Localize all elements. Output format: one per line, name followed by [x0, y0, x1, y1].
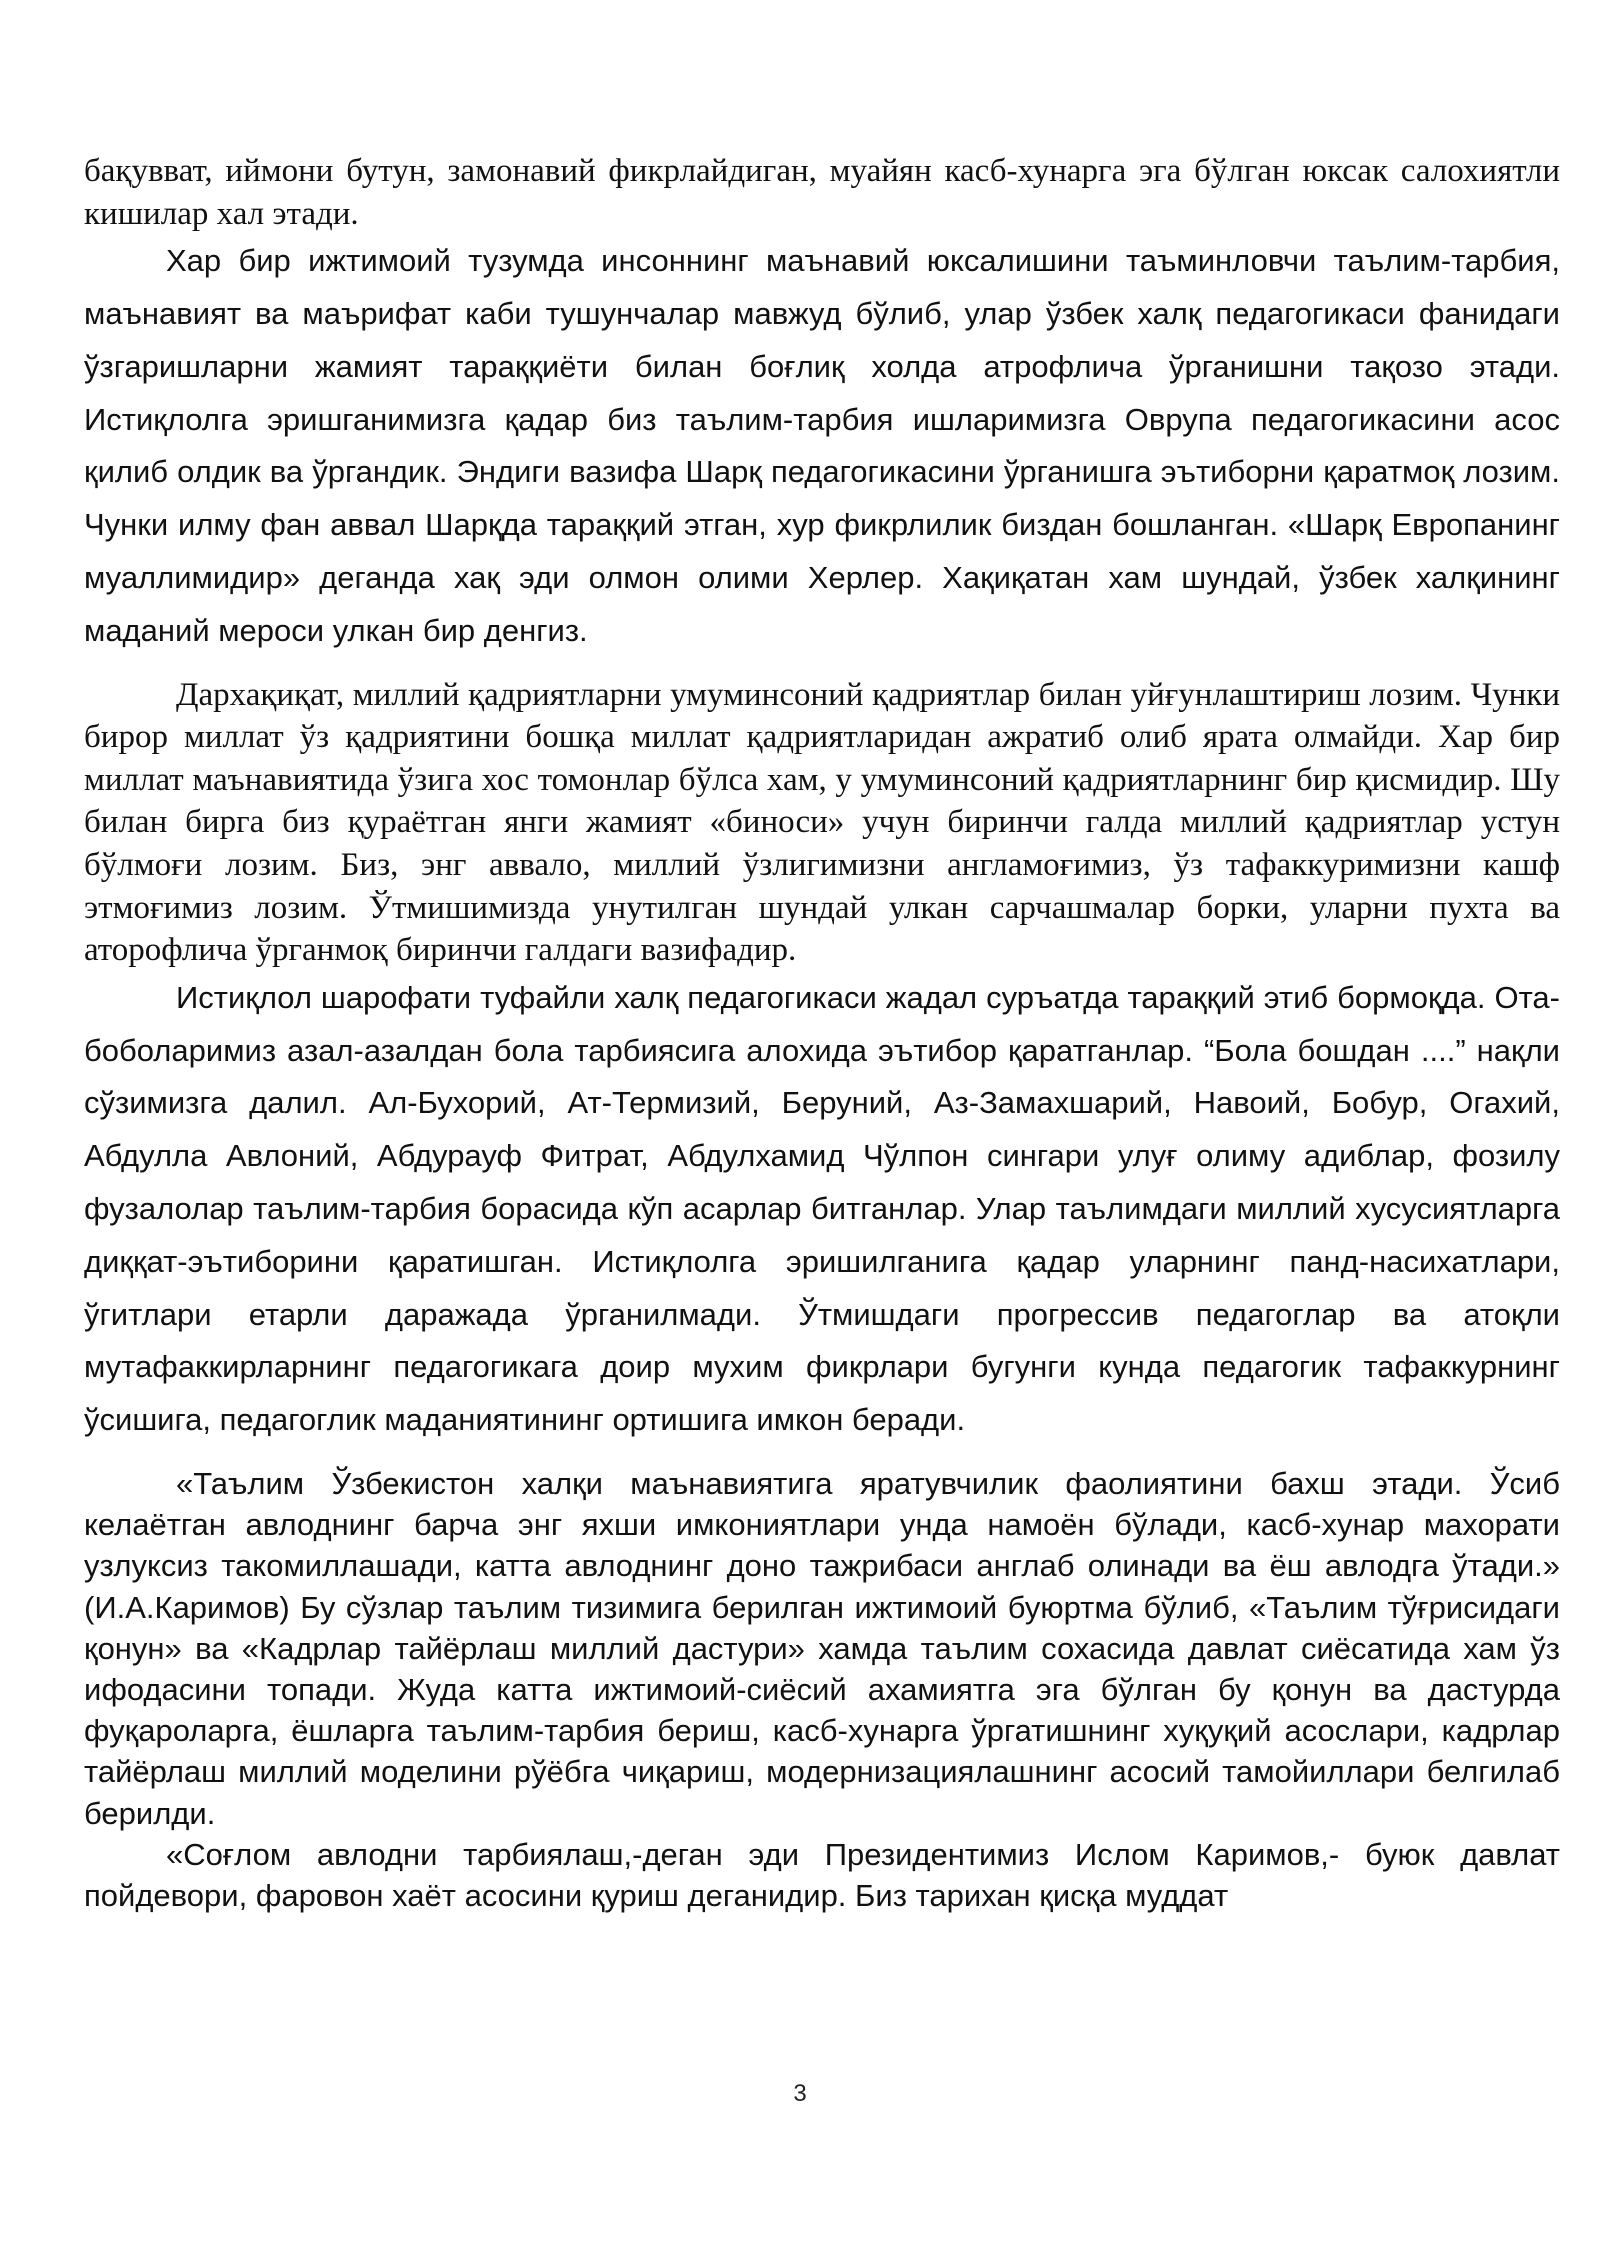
paragraph-5: «Таълим Ўзбекистон халқи маънавиятига яратувчилик фаолиятини бахш этади. Ўсиб келаётган авлоднинг барча энг яхши имкониятлари унда намоён бўлади, касб-хунар махорати узлуксиз такомиллашади, катта авлоднинг доно тажрибаси англаб олинади ва ёш авлодга ўтади.» (И.А.Каримов) Бу сўзлар таълим тизимига берилган ижтимоий буюртма бўлиб, «Таълим тўғрисидаги қонун» ва «Кадрлар тайёрлаш миллий дастури» хамда таълим сохасида давлат сиёсатида хам ўз ифодасини топади. Жуда катта ижтимоий-сиёсий ахамиятга эга бўлган бу қонун ва дастурда фуқароларга, ёшларга таълим-тарбия бериш, касб-хунарга ўргатишнинг хуқуқий асослари, кадрлар тайёрлаш миллий моделини рўёбга чиқариш, модернизациялашнинг асосий тамойиллари белгилаб берилди. [84, 1465, 1560, 1831]
document-page [84, 150, 1560, 1916]
paragraph-6: «Соғлом авлодни тарбиялаш,-деган эди Президентимиз Ислом Каримов,- буюк давлат пойдевори, фаровон хаёт асосини қуриш деганидир. Биз тарихан қисқа муддат [84, 1836, 1560, 1913]
page-number: 3 [793, 2080, 807, 2107]
paragraph-3: Дархақиқат, миллий қадриятларни умуминсоний қадриятлар билан уйғунлаштириш лозим. Чунки бирор миллат ўз қадриятини бошқа миллат қадриятларидан ажратиб олиб ярата олмайди. Хар бир миллат маънавиятида ўзига хос томонлар бўлса хам, у умуминсоний қадриятларнинг бир қисмидир. Шу билан бирга биз қураётган янги жамият «биноси» учун биринчи галда миллий қадриятлар устун бўлмоғи лозим. Биз, энг аввало, миллий ўзлигимизни англамоғимиз, ўз тафаккуримизни кашф этмоғимиз лозим. Ўтмишимизда унутилган шундай улкан сарчашмалар борки, уларни пухта ва аторофлича ўрганмоқ биринчи галдаги вазифадир. [84, 676, 1560, 969]
paragraph-4: Истиқлол шарофати туфайли халқ педагогикаси жадал суръатда тараққий этиб бормоқда. Ота-боболаримиз азал-азалдан бола тарбиясига алохида эътибор қаратганлар. “Бола бошдан ....” нақли сўзимизга далил. Ал-Бухорий, Ат-Термизий, Беруний, Аз-Замахшарий, Навоий, Бобур, Огахий, Абдулла Авлоний, Абдурауф Фитрат, Абдулхамид Чўлпон сингари улуғ олиму адиблар, фозилу фузалолар таълим-тарбия борасида кўп асарлар битганлар. Улар таълимдаги миллий хусусиятларга диққат-эътиборини қаратишган. Истиқлолга эришилганига қадар уларнинг панд-насихатлари, ўгитлари етарли даражада ўрганилмади. Ўтмишдаги прогрессив педагоглар ва атоқли мутафаккирларнинг педагогикага доир мухим фикрлари бугунги кунда педагогик тафаккурнинг ўсишига, педагоглик маданиятининг ортишига имкон беради. [84, 979, 1560, 1438]
paragraph-1: бақувват, иймони бутун, замонавий фикрлайдиган, муайян касб-хунарга эга бўлган юксак салохиятли кишилар хал этади. [84, 153, 1560, 232]
paragraph-2: Хар бир ижтимоий тузумда инсоннинг маънавий юксалишини таъминловчи таълим-тарбия, маънавият ва маърифат каби тушунчалар мавжуд бўлиб, улар ўзбек халқ педагогикаси фанидаги ўзгаришларни жамият тараққиёти билан боғлиқ холда атрофлича ўрганишни тақозо этади. Истиқлолга эришганимизга қадар биз таълим-тарбия ишларимизга Оврупа педагогикасини асос қилиб олдик ва ўргандик. Эндиги вазифа Шарқ педагогикасини ўрганишга эътиборни қаратмоқ лозим. Чунки илму фан аввал Шарқда тараққий этган, хур фикрлилик биздан бошланган. «Шарқ Европанинг муаллимидир» деганда хақ эди олмон олими Херлер. Хақиқатан хам шундай, ўзбек халқининг маданий мероси улкан бир денгиз. [84, 243, 1560, 648]
